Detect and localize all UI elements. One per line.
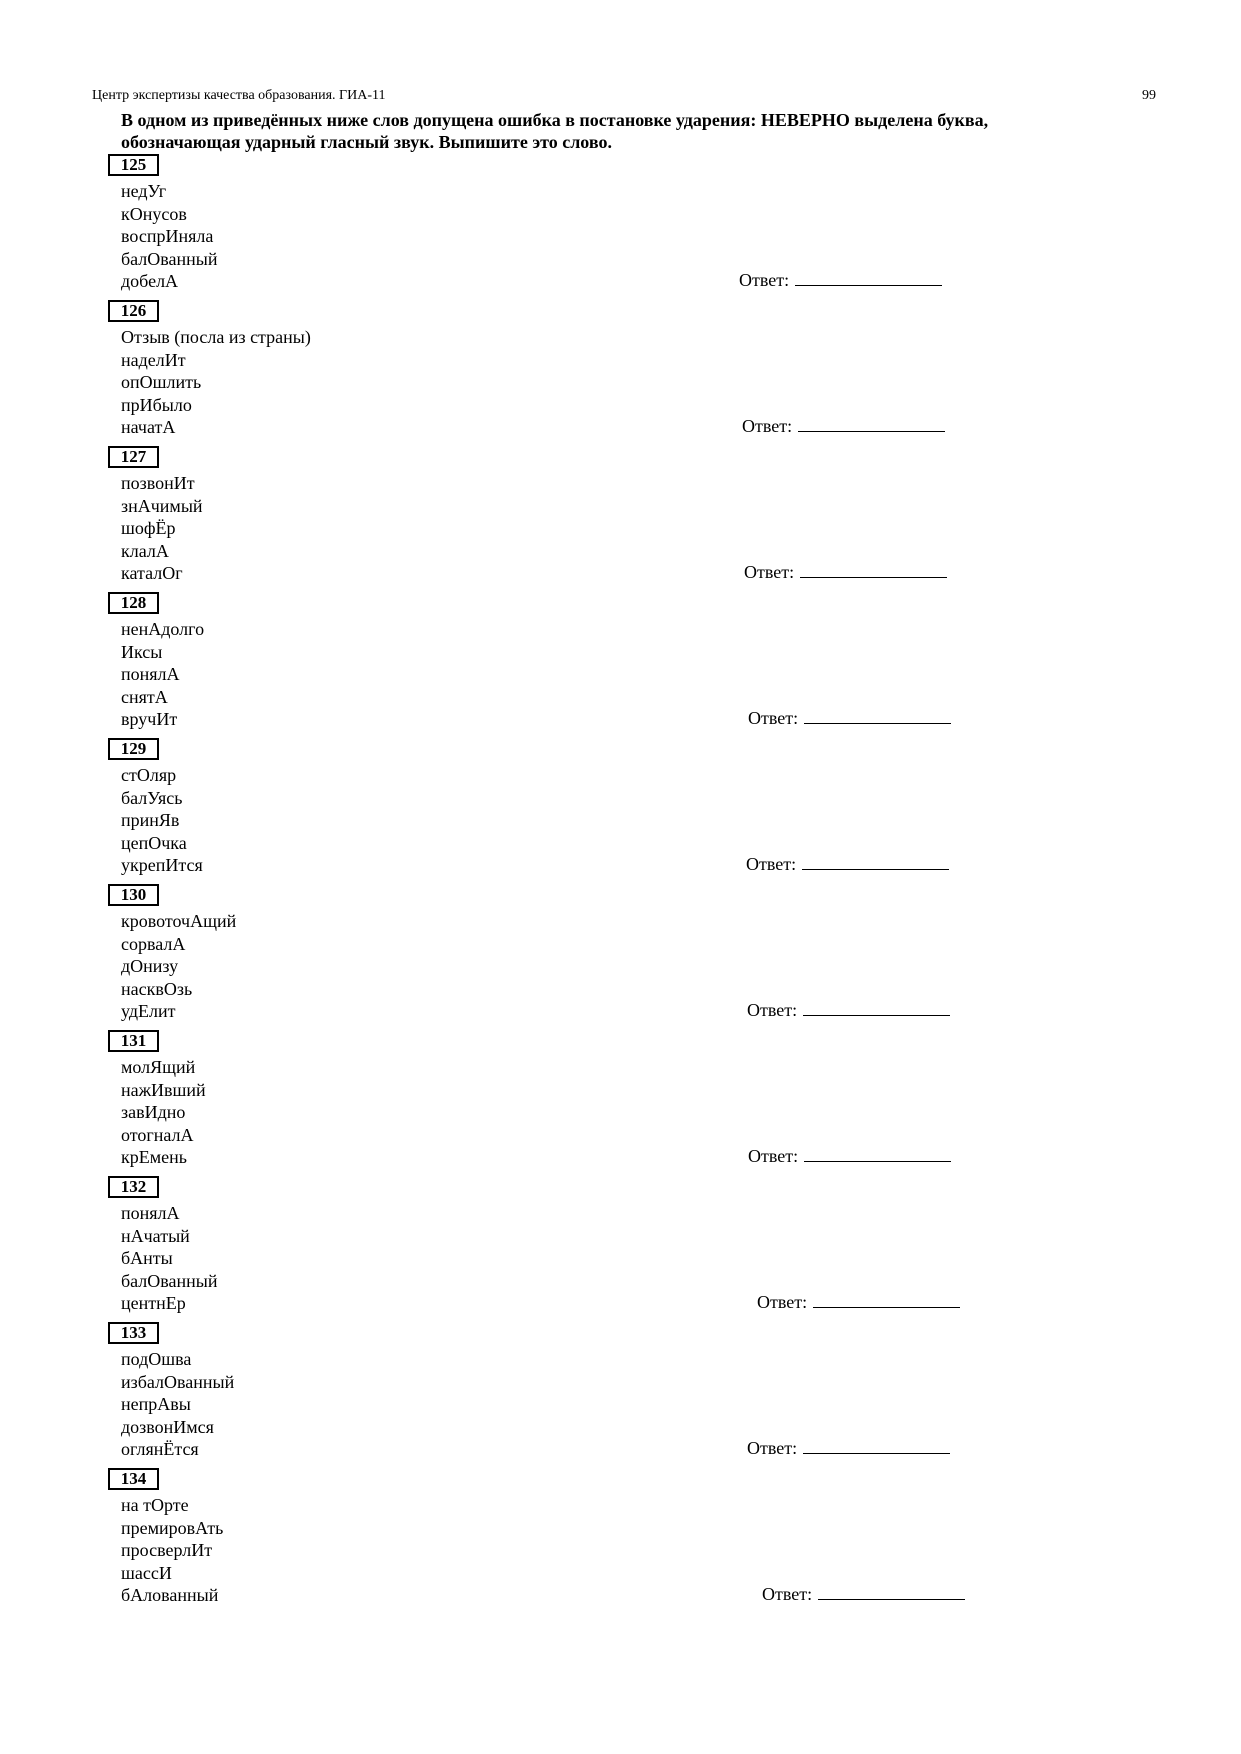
word-item: бАнты <box>121 1248 173 1268</box>
task-number-box: 128 <box>108 592 159 614</box>
word-item: избалОванный <box>121 1371 235 1392</box>
answer-label: Ответ: <box>748 708 799 728</box>
word-item: бАлованный <box>121 1585 219 1605</box>
task-number-box: 132 <box>108 1176 159 1198</box>
word-list <box>121 1348 234 1461</box>
word-item: балОванный <box>121 248 218 269</box>
answer-blank-line[interactable] <box>795 269 942 286</box>
answer-blank-line[interactable] <box>813 1291 960 1308</box>
answer-label: Ответ: <box>757 1292 808 1312</box>
word-item: нАчатый <box>121 1225 190 1246</box>
word-item: укрепИтся <box>121 855 203 875</box>
answer-blank-line[interactable] <box>802 853 949 870</box>
word-item: балОванный <box>121 1270 218 1291</box>
answer-field <box>748 707 951 729</box>
task-number-box: 129 <box>108 738 159 760</box>
task-block <box>108 154 1108 300</box>
word-item: балУясь <box>121 787 183 808</box>
task-number-box: 127 <box>108 446 159 468</box>
task-number-box: 130 <box>108 884 159 906</box>
answer-label: Ответ: <box>748 1146 799 1166</box>
word-list <box>121 910 236 1023</box>
word-item: опОшлить <box>121 372 202 392</box>
answer-label: Ответ: <box>747 1000 798 1020</box>
word-item: нажИвший <box>121 1079 206 1100</box>
word-item: каталОг <box>121 563 183 583</box>
word-item: понялА <box>121 664 180 684</box>
word-item: премировАть <box>121 1517 224 1538</box>
word-item: сорвалА <box>121 933 186 954</box>
word-item: шассИ <box>121 1562 172 1583</box>
word-item: завИдно <box>121 1102 186 1122</box>
task-block <box>108 1030 1108 1176</box>
word-item: принЯв <box>121 810 180 830</box>
answer-blank-line[interactable] <box>798 415 945 432</box>
task-number-box: 131 <box>108 1030 159 1052</box>
word-list <box>121 326 311 439</box>
word-item: центнЕр <box>121 1293 186 1313</box>
answer-label: Ответ: <box>746 854 797 874</box>
answer-field <box>762 1583 965 1605</box>
task-block <box>108 884 1108 1030</box>
word-list <box>121 472 203 585</box>
task-block <box>108 592 1108 738</box>
task-block <box>108 738 1108 884</box>
word-item: насквОзь <box>121 978 193 999</box>
page-number: 99 <box>1142 88 1156 103</box>
answer-blank-line[interactable] <box>818 1583 965 1600</box>
word-item: дОнизу <box>121 956 179 976</box>
answer-blank-line[interactable] <box>800 561 947 578</box>
answer-field <box>747 999 950 1021</box>
word-item: непрАвы <box>121 1394 191 1414</box>
word-item: позвонИт <box>121 473 195 493</box>
answer-label: Ответ: <box>747 1438 798 1458</box>
word-item: молЯщий <box>121 1057 196 1077</box>
word-item: просверлИт <box>121 1540 213 1560</box>
task-block <box>108 1468 1108 1614</box>
word-item: дозвонИмся <box>121 1416 214 1437</box>
word-item: воспрИняла <box>121 226 214 246</box>
word-list <box>121 618 204 731</box>
word-list <box>121 1202 218 1315</box>
word-item: кровоточАщий <box>121 911 237 931</box>
word-item: Иксы <box>121 641 163 662</box>
word-item: ненАдолго <box>121 619 205 639</box>
task-block <box>108 300 1108 446</box>
word-item: наделИт <box>121 349 186 370</box>
task-number-box: 134 <box>108 1468 159 1490</box>
word-item: крЕмень <box>121 1147 187 1167</box>
word-item: Отзыв (посла из страны) <box>121 327 311 347</box>
word-item: недУг <box>121 181 167 201</box>
word-item: понялА <box>121 1203 180 1223</box>
word-list <box>121 1056 206 1169</box>
answer-field <box>757 1291 960 1313</box>
answer-label: Ответ: <box>739 270 790 290</box>
answer-field <box>744 561 947 583</box>
task-instruction: В одном из приведённых ниже слов допущена ошибка в постановке ударения: НЕВЕРНО выделена буква, обозначающая ударный гласный звук. Выпишите это слово. <box>121 110 989 152</box>
word-list <box>121 1494 223 1607</box>
answer-field <box>747 1437 950 1459</box>
task-number-box: 126 <box>108 300 159 322</box>
word-item: отогналА <box>121 1124 194 1145</box>
word-item: удЕлит <box>121 1001 176 1021</box>
page-header-title: Центр экспертизы качества образования. ГИА-11 <box>92 88 386 103</box>
word-item: на тОрте <box>121 1495 189 1515</box>
task-block <box>108 1176 1108 1322</box>
word-item: добелА <box>121 271 179 291</box>
word-item: клалА <box>121 540 169 561</box>
word-item: цепОчка <box>121 832 187 853</box>
word-item: подОшва <box>121 1349 192 1369</box>
word-item: знАчимый <box>121 495 203 516</box>
answer-blank-line[interactable] <box>803 999 950 1016</box>
word-item: вручИт <box>121 709 178 729</box>
word-item: снятА <box>121 686 168 707</box>
word-list <box>121 180 218 293</box>
answer-blank-line[interactable] <box>804 1145 951 1162</box>
answer-label: Ответ: <box>762 1584 813 1604</box>
task-number-box: 125 <box>108 154 159 176</box>
word-item: начатА <box>121 417 176 437</box>
answer-blank-line[interactable] <box>804 707 951 724</box>
answer-field <box>748 1145 951 1167</box>
task-number-box: 133 <box>108 1322 159 1344</box>
answer-label: Ответ: <box>744 562 795 582</box>
word-item: стОляр <box>121 765 177 785</box>
answer-blank-line[interactable] <box>803 1437 950 1454</box>
word-item: шофЁр <box>121 518 176 538</box>
answer-field <box>739 269 942 291</box>
answer-field <box>746 853 949 875</box>
task-block <box>108 1322 1108 1468</box>
word-item: кОнусов <box>121 203 187 224</box>
word-item: оглянЁтся <box>121 1439 199 1459</box>
answer-label: Ответ: <box>742 416 793 436</box>
answer-field <box>742 415 945 437</box>
word-list <box>121 764 203 877</box>
task-block <box>108 446 1108 592</box>
word-item: прИбыло <box>121 394 192 415</box>
